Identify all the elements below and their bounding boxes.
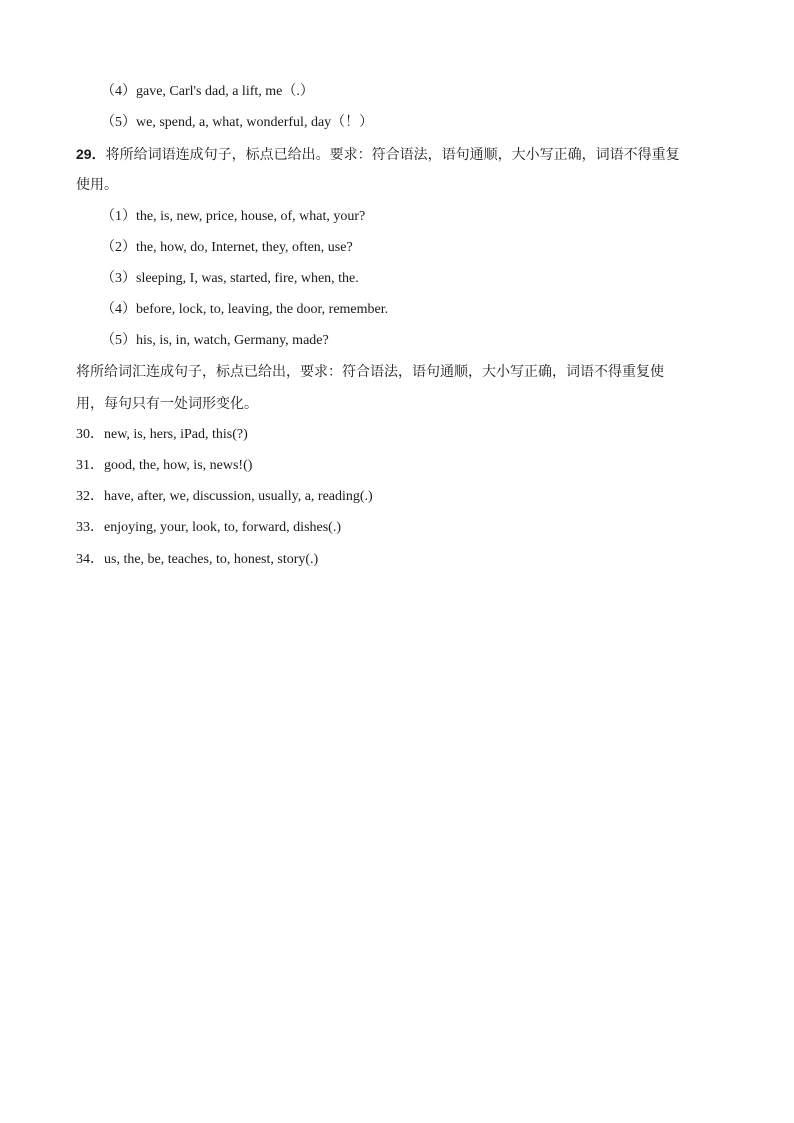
question-32 [76,488,373,506]
instruction-text: 用，每句只有一处词形变化。 [76,396,258,412]
instruction-text: 使用。 [76,177,118,193]
question-31 [76,457,252,475]
question-28-item-4 [101,83,314,101]
section-instruction-continued [76,395,258,413]
question-text: 31．good, the, how, is, news!() [76,458,253,473]
item-text: （2）the, how, do, Internet, they, often, use? [101,240,353,255]
item-text: （1）the, is, new, price, house, of, what, your? [101,209,366,224]
question-29-item-1 [101,208,365,226]
question-text: 34．us, the, be, teaches, to, honest, story(.) [76,552,319,567]
question-29-item-4 [101,301,388,319]
question-34 [76,551,318,569]
instruction-text: 将所给词语连成句子，标点已给出。要求：符合语法，语句通顺，大小写正确，词语不得重复 [105,147,680,163]
section-instruction [76,363,664,381]
question-29-item-5 [101,332,329,350]
item-text: （5）we, spend, a, what, wonderful, day（！） [101,115,374,130]
question-text: 32．have, after, we, discussion, usually, a, reading(.) [76,489,373,504]
question-number: 29． [76,146,106,162]
question-33 [76,519,341,537]
question-28-item-5 [101,114,373,132]
question-text: 30．new, is, hers, iPad, this(?) [76,427,248,442]
item-text: （4）gave, Carl's dad, a lift, me（.） [101,84,314,99]
item-text: （5）his, is, in, watch, Germany, made? [101,333,329,348]
item-text: （3）sleeping, I, was, started, fire, when, the. [101,271,359,286]
question-29-item-2 [101,239,353,257]
question-text: 33．enjoying, your, look, to, forward, dishes(.) [76,520,342,535]
question-29-item-3 [101,270,359,288]
question-29-instruction-continued [76,176,118,194]
item-text: （4）before, lock, to, leaving, the door, remember. [101,302,389,317]
question-29-instruction [76,145,680,164]
instruction-text: 将所给词汇连成句子，标点已给出，要求：符合语法，语句通顺，大小写正确，词语不得重复使 [76,364,664,380]
question-30 [76,426,248,444]
